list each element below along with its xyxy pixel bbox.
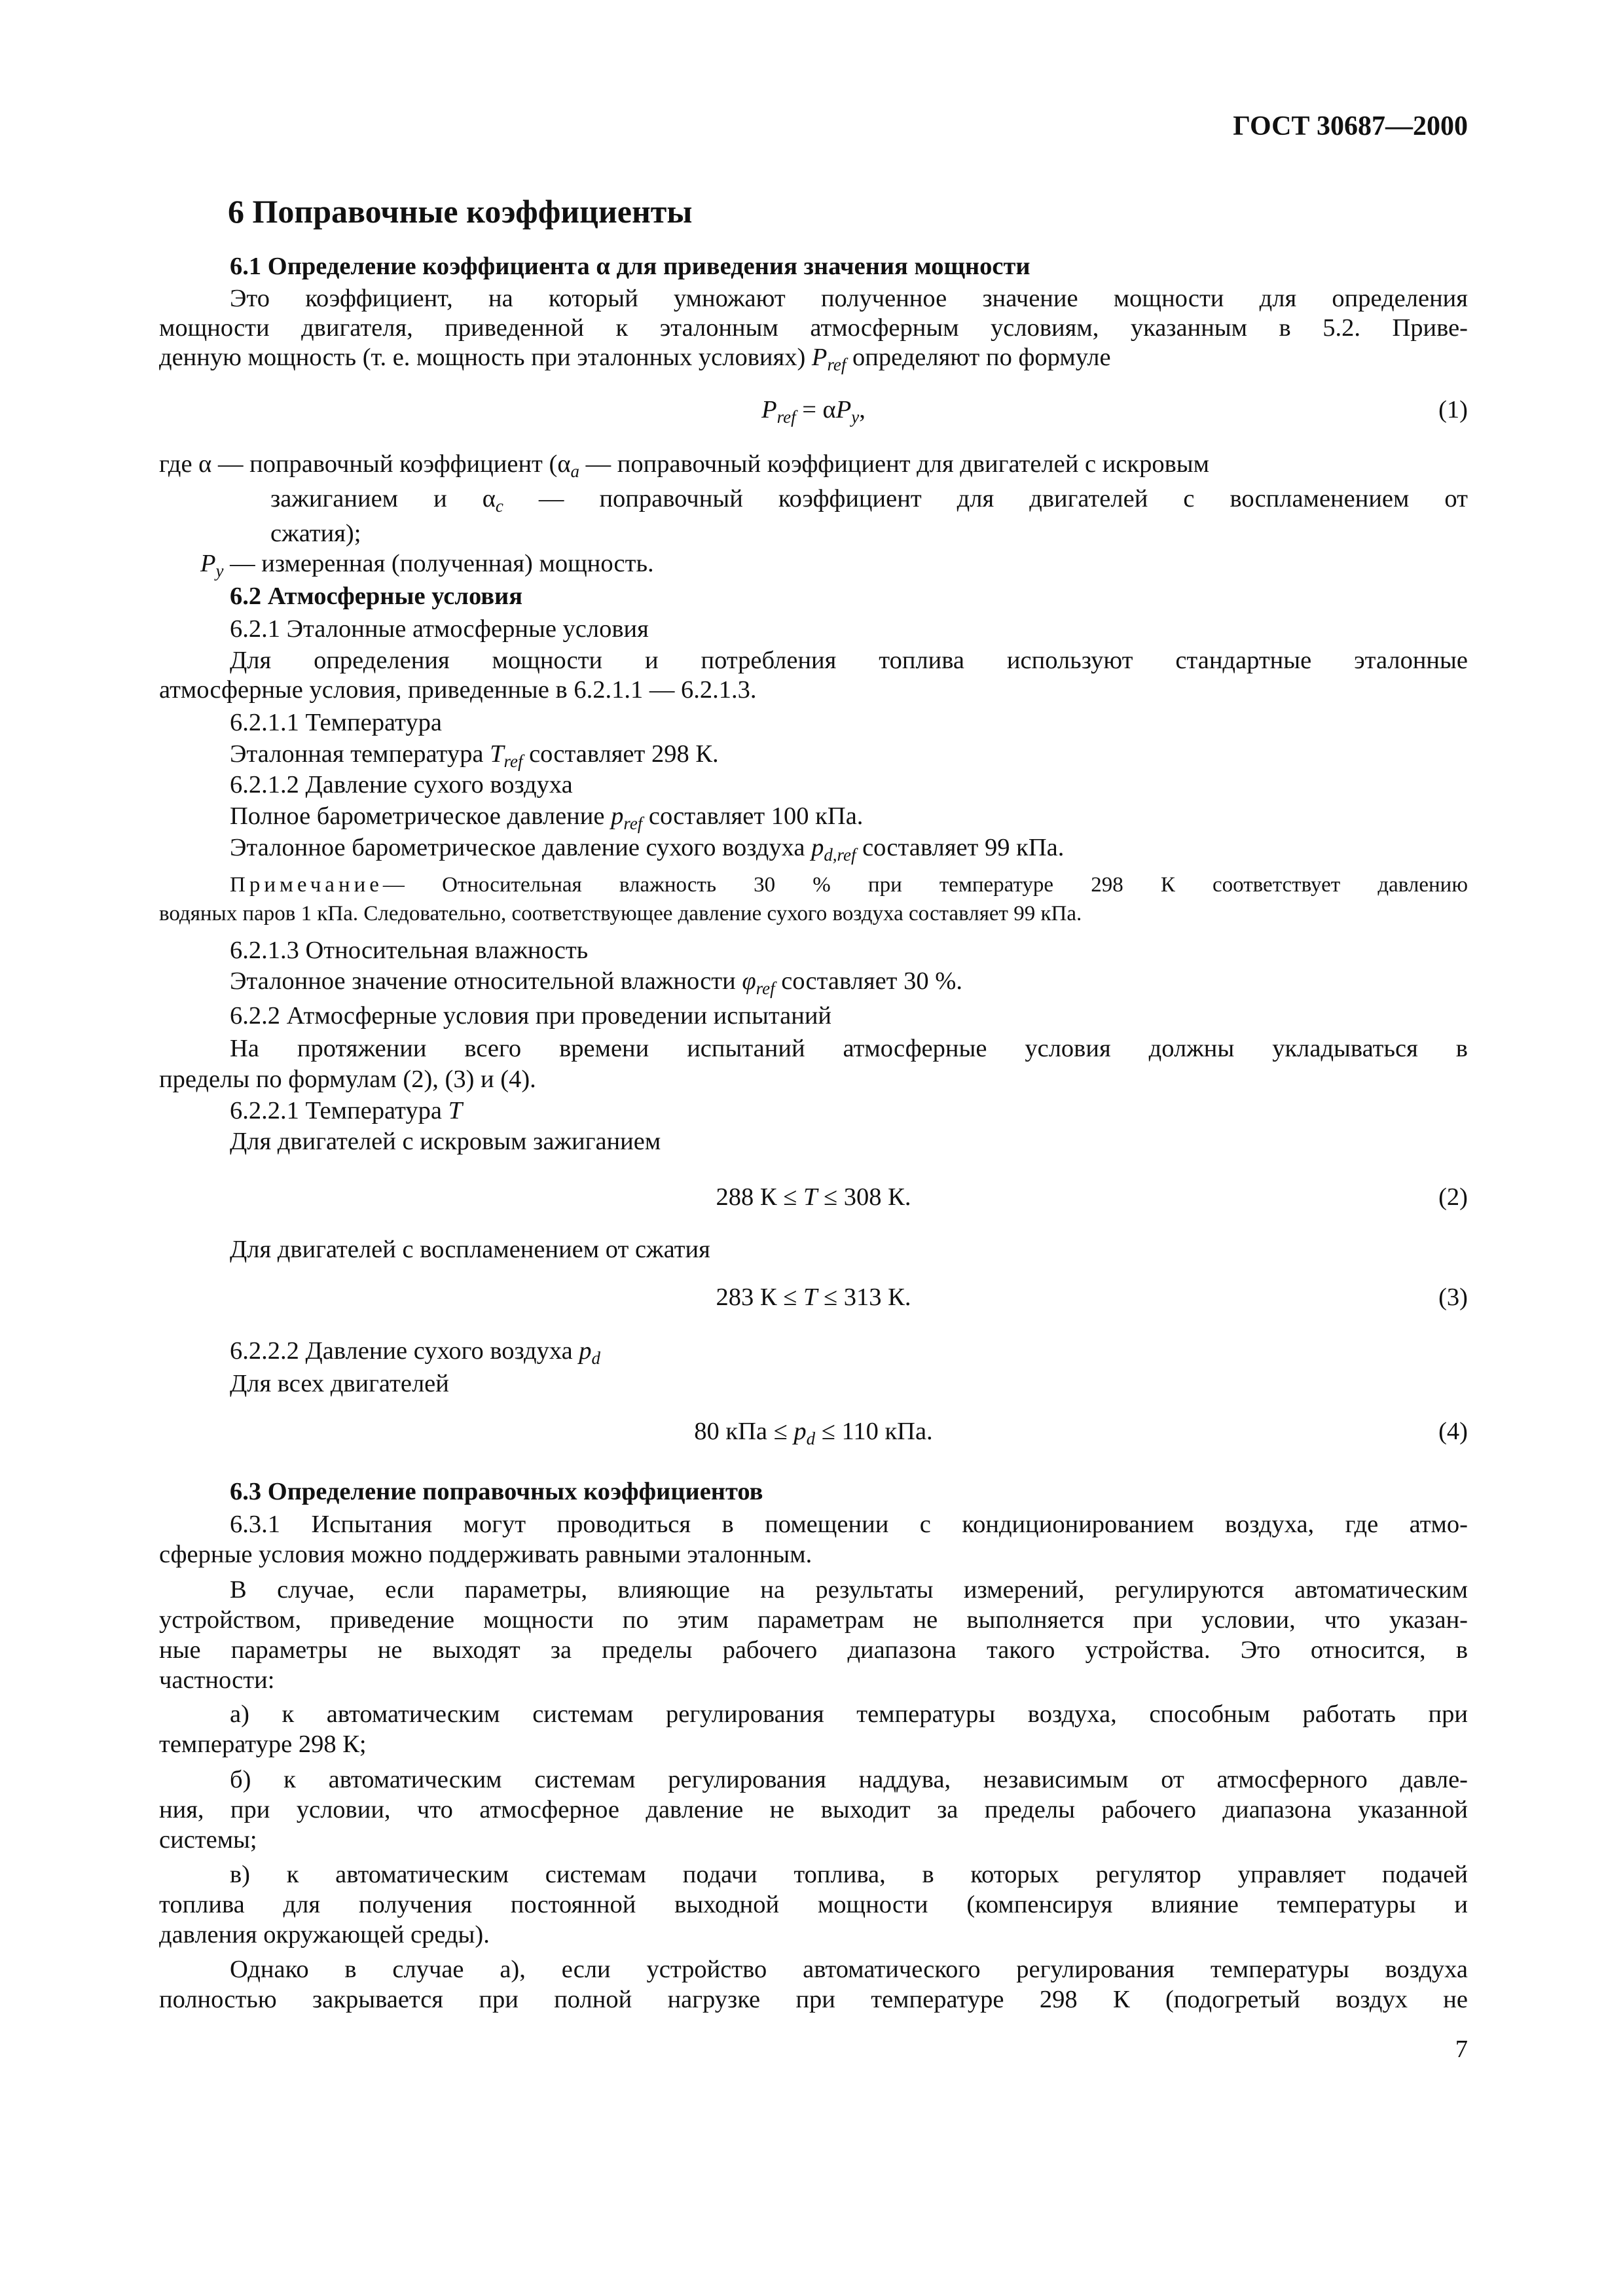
list-item-a: а) к автоматическим системам регулирования температуры воздуха, способным работать при (230, 1700, 1468, 1728)
paragraph-line: Для двигателей с искровым зажиганием (230, 1128, 661, 1155)
formula-1: $P_{ref} = \alpha P_y$, (761, 396, 866, 427)
paragraph-line: ные параметры не выходят за пределы рабочего диапазона такого устройства. Это относится, в (159, 1636, 1468, 1664)
paragraph-line: Это коэффициент, на который умножают полученное значение мощности для определения (230, 285, 1468, 312)
clause-heading: 6.2.2.1 Температура T (230, 1097, 462, 1124)
clause-heading: 6.2.2.2 Давление сухого воздуха $p_d$ (230, 1337, 601, 1369)
paragraph-line: Эталонная температура $T_{ref}$ составляет 298 К. (230, 740, 719, 772)
subsection-heading-6-1: 6.1 Определение коэффициента α для приведения значения мощности (230, 253, 1030, 280)
list-item-b-line: системы; (159, 1826, 257, 1854)
list-item-b: б) к автоматическим системам регулирования наддува, независимым от атмосферного давле- (230, 1766, 1468, 1793)
formula-4: 80 кПа ≤ $p_d \le 110$ кПа. (694, 1418, 933, 1449)
subsection-heading-6-3: 6.3 Определение поправочных коэффициентов (230, 1478, 763, 1505)
formula-number-3: (3) (1438, 1283, 1468, 1311)
formula-number-2: (2) (1438, 1183, 1468, 1211)
list-item-c: в) к автоматическим системам подачи топлива, в которых регулятор управляет подачей (230, 1861, 1468, 1888)
note-line: водяных паров 1 кПа. Следовательно, соответствующее давление сухого воздуха составляет 99 кПа. (159, 902, 1082, 925)
clause-heading: 6.2.1 Эталонные атмосферные условия (230, 615, 649, 643)
paragraph-line: На протяжении всего времени испытаний атмосферные условия должны укладываться в (230, 1035, 1468, 1062)
paragraph-line: пределы по формулам (2), (3) и (4). (159, 1066, 536, 1093)
clause-heading: 6.2.1.1 Температура (230, 709, 442, 736)
paragraph-line: Однако в случае а), если устройство автоматического регулирования температуры воздуха (230, 1956, 1468, 1983)
paragraph-line: частности: (159, 1666, 275, 1694)
paragraph-line: полностью закрывается при полной нагрузке при температуре 298 К (подогретый воздух не (159, 1986, 1468, 2013)
paragraph-line: Для всех двигателей (230, 1370, 449, 1397)
where-clause: где α — поправочный коэффициент ($\alpha_a$ — поправочный коэффициент для двигателей с искровым (159, 450, 1209, 482)
paragraph-line: сферные условия можно поддерживать равными эталонным. (159, 1541, 812, 1568)
clause-heading: 6.2.1.2 Давление сухого воздуха (230, 771, 573, 798)
list-item-c-line: топлива для получения постоянной выходной мощности (компенсируя влияние температуры и (159, 1891, 1468, 1918)
clause-heading: 6.2.2 Атмосферные условия при проведении испытаний (230, 1002, 832, 1030)
note-line: Примечание— Относительная влажность 30 % при температуре 298 К соответствует давлению (230, 873, 1468, 897)
paragraph-line: Для определения мощности и потребления топлива используют стандартные эталонные (230, 647, 1468, 674)
clause-heading: 6.2.1.3 Относительная влажность (230, 937, 589, 964)
paragraph-line: Эталонное значение относительной влажности $\varphi_{ref}$ составляет 30 %. (230, 967, 962, 999)
formula-2: 288 К ≤ T ≤ 308 К. (716, 1183, 911, 1211)
formula-number-4: (4) (1438, 1418, 1468, 1445)
paragraph-line: атмосферные условия, приведенные в 6.2.1.1 — 6.2.1.3. (159, 676, 757, 704)
list-item-b-line: ния, при условии, что атмосферное давление не выходит за пределы рабочего диапазона указанной (159, 1796, 1468, 1823)
paragraph-line: Для двигателей с воспламенением от сжатия (230, 1236, 710, 1263)
page-number: 7 (1455, 2036, 1468, 2063)
list-item-a-line: температуре 298 К; (159, 1731, 367, 1758)
paragraph-line: мощности двигателя, приведенной к эталонным атмосферным условиям, указанным в 5.2. Приве- (159, 314, 1468, 342)
paragraph-line: В случае, если параметры, влияющие на результаты измерений, регулируются автоматическим (230, 1576, 1468, 1604)
paragraph-line: Эталонное барометрическое давление сухого воздуха $p_{d,ref}$ составляет 99 кПа. (230, 834, 1065, 865)
paragraph-line: денную мощность (т. е. мощность при эталонных условиях) $P_{ref}$ определяют по формуле (159, 344, 1111, 375)
where-clause-line: сжатия); (270, 520, 361, 547)
section-heading: 6 Поправочные коэффициенты (228, 193, 693, 230)
paragraph-line: 6.3.1 Испытания могут проводиться в помещении с кондиционированием воздуха, где атмо- (230, 1511, 1468, 1538)
paragraph-line: Полное барометрическое давление $p_{ref}$ составляет 100 кПа. (230, 802, 864, 834)
formula-number-1: (1) (1438, 396, 1468, 423)
note-label: Примечание (230, 873, 383, 897)
formula-3: 283 К ≤ T ≤ 313 К. (716, 1283, 911, 1311)
where-clause-line: $P_y$ — измеренная (полученная) мощность. (200, 550, 654, 581)
paragraph-line: устройством, приведение мощности по этим параметрам не выполняется при условии, что указан- (159, 1606, 1468, 1634)
subsection-heading-6-2: 6.2 Атмосферные условия (230, 583, 523, 610)
list-item-c-line: давления окружающей среды). (159, 1921, 490, 1948)
standard-designation: ГОСТ 30687—2000 (1233, 111, 1468, 141)
where-clause-line: зажиганием и $\alpha_c$ — поправочный коэффициент для двигателей с воспламенением от (270, 485, 1468, 516)
